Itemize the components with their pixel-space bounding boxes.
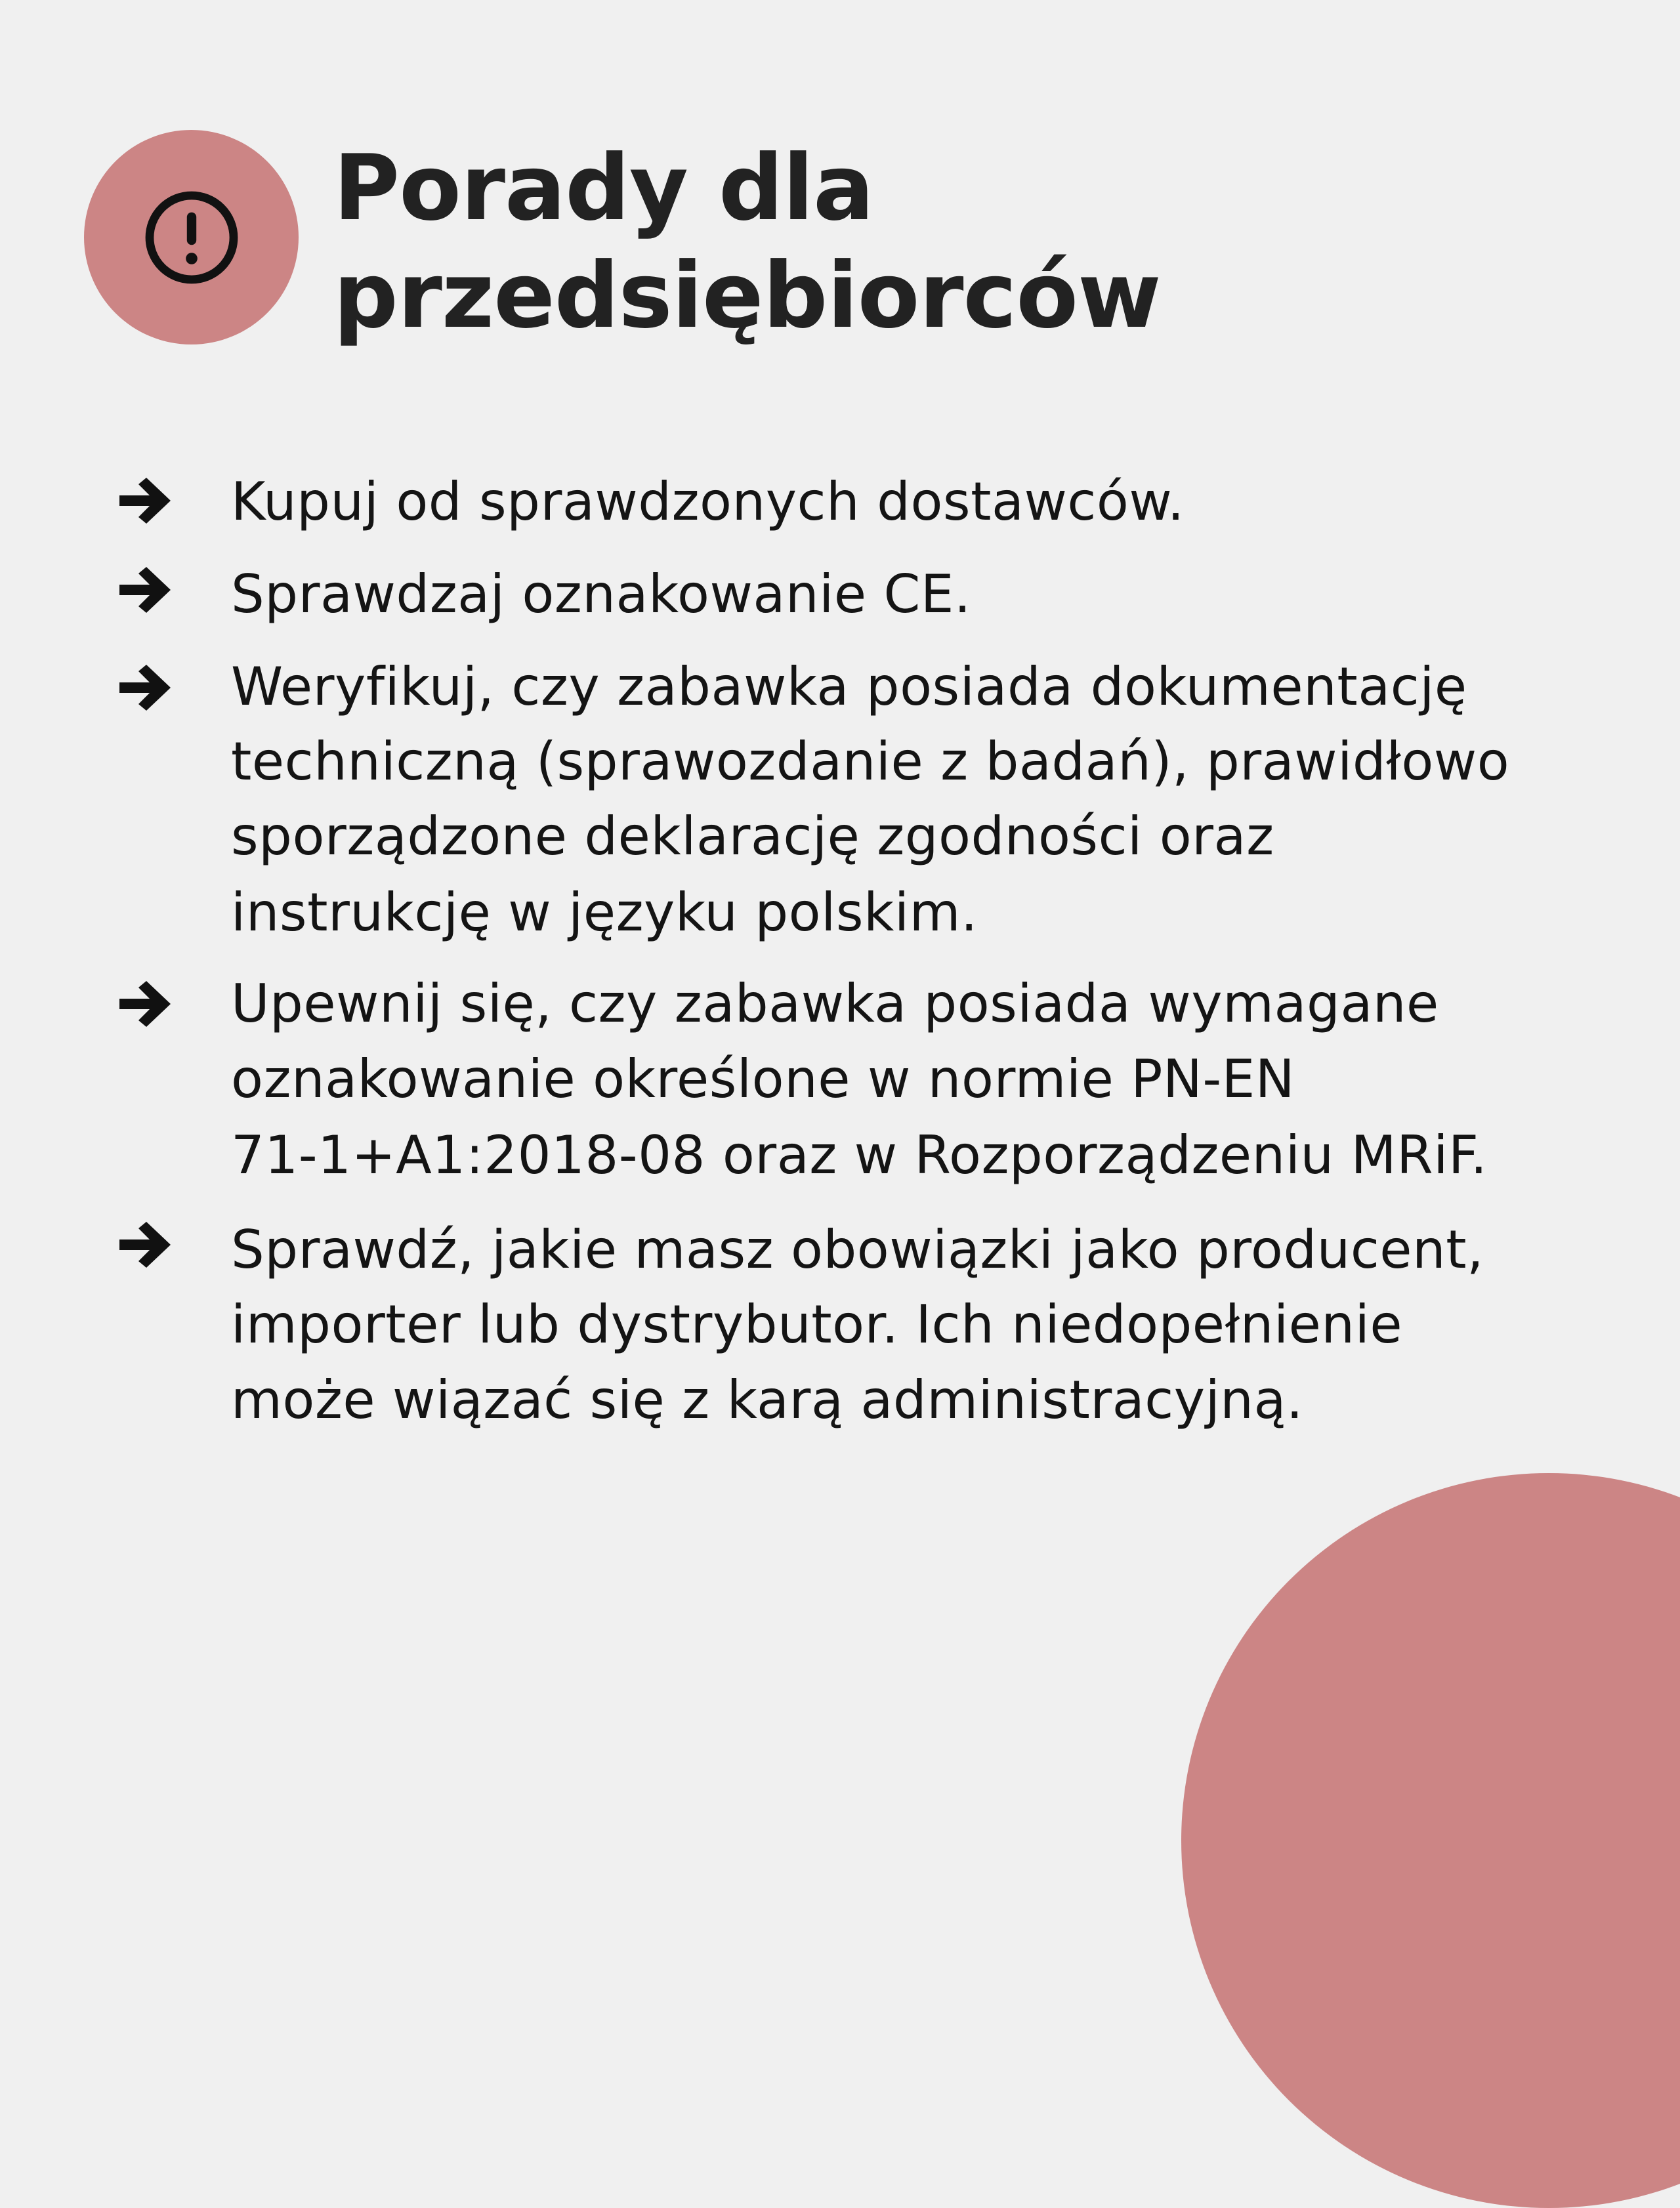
tip-text-line: Sprawdź, jakie masz obowiązki jako producent, [231, 1219, 1484, 1280]
arrow-right-icon [117, 665, 173, 711]
title-line-1: Porady dla [333, 135, 874, 241]
arrow-right-icon [117, 478, 173, 524]
tip-text-line: techniczną (sprawozdanie z badań), prawidłowo [231, 731, 1510, 792]
tip-text-line: Kupuj od sprawdzonych dostawców. [231, 471, 1185, 532]
tip-text-line: może wiązać się z karą administracyjną. [231, 1369, 1303, 1430]
tip-text-line: Sprawdzaj oznakowanie CE. [231, 564, 971, 625]
tip-text-line: instrukcję w języku polskim. [231, 882, 978, 943]
title-line-2: przedsiębiorców [333, 243, 1161, 348]
tip-text-line: sporządzone deklarację zgodności oraz [231, 806, 1274, 867]
tip-text-line: oznakowanie określone w normie PN-EN [231, 1049, 1295, 1110]
arrow-right-icon [117, 1222, 173, 1268]
arrow-right-icon [117, 981, 173, 1027]
tip-text-line: importer lub dystrybutor. Ich niedopełnienie [231, 1294, 1403, 1355]
tip-text-line: 71-1+A1:2018-08 oraz w Rozporządzeniu MRiF. [231, 1125, 1488, 1186]
tip-text-line: Weryfikuj, czy zabawka posiada dokumentację [231, 656, 1467, 717]
tip-text-line: Upewnij się, czy zabawka posiada wymagane [231, 973, 1439, 1034]
arrow-right-icon [117, 567, 173, 613]
